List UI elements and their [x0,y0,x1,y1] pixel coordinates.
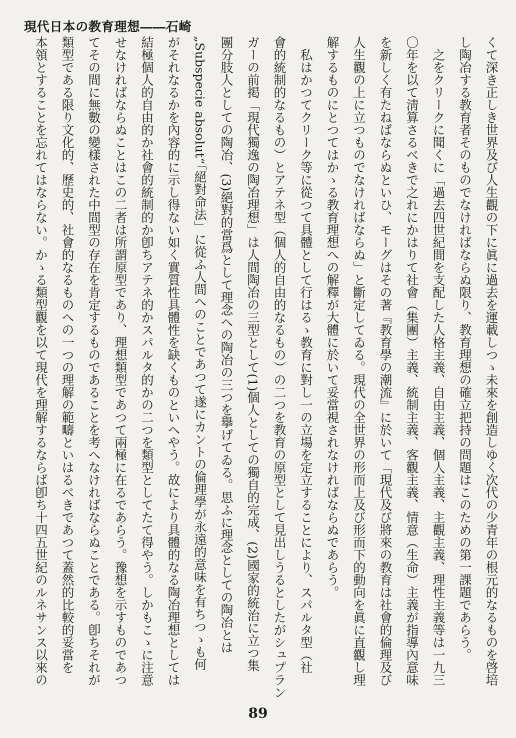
text-column: „Subspecie absolut“「絕對命法」に從ふ人間へのことであつて遂にカントの倫理學が永遠的意味を有ちつゝも何 [192,36,208,671]
text-column: 之をクリークに聞くに「過去四世紀間を支配した人格主義、自由主義、個人主義、主觀主義、理性主義等は一九三 [431,36,446,686]
text-column: 〇年を以て淸算さるべきで之れにかはりて社會（集團）主義、統制主義、客觀主義、情意（生命）主義が指導內意味 [404,36,420,686]
running-header: 現代日本の教育理想――石崎 [24,19,192,34]
text-column: 私はかつてクリーク等に從つて具體として行はるゝ教育に對し一の立場を定立することにより、スパルタ型（社 [298,36,314,674]
text-column: 本領とすることを忘れてはならない。かゝる類型觀を以て現代を理解するならば卽ち十四五世紀のルネサンス以來の [33,36,49,686]
text-column: 人生觀の上に立つものでなければならぬ」と斷定してゐる。現代の全世界の形而上及び形而下的動向を眞に直觀し理 [351,36,367,686]
text-column: くて深き正しき世界及び人生觀の下に眞に過去を運載しつゝ未來を創造しゆく次代の少青年の根元的なるものを啓培 [484,36,499,686]
page-number: 89 [248,706,268,722]
text-column: 解するものにとつてはかゝる教育理想への解釋が大體に於いて妥當視されなければならぬであらう。 [325,36,340,599]
body-text [27,36,504,706]
text-column: 結極個人的自由的か社會的統制的か卽ちアテネ的かスパルタ的かの二つを類型としてたて得やう。しかもこゝに注意 [139,36,155,686]
text-column: がそれなるかを內容的に示し得ない如く實質性具體性を缺くものといへやう。故により具體的なる陶冶理想としては [166,36,181,686]
text-column: 團分肢人としての陶冶、(3)絕對的當爲として理念への陶冶の三つを擧げてゐる。思ふに理念としての陶冶とは [219,36,234,654]
text-column: 類型である限り文化的、歷史的、社會的なるものへの一つの理解の範疇といはるべきであつて蓋然的比較的妥當を [60,36,75,674]
text-column: ガーの前掲「現代獨逸の陶冶理想」は人間陶冶の三型として(1)個人としての獨自的完成、(2)國家的統治に立つ集 [245,36,261,672]
text-column: 會的統制的なるもの）とアテネ型（個人的自由的なるもの）の二つを教育の原型として見出しうるとしたがシュプラン [272,36,287,699]
text-column: し陶冶する教育者そのものでなければならぬ限り、教育理想の確立把持の問題はこのための第一課題であらう。 [457,36,473,661]
text-column: せなければならぬことはこの二者は所謂原型であり、理想類型であつて兩極に在るであらう。豫想を示すものであつ [113,36,128,686]
text-column: てその間に無數の變樣された中間型の存在を肯定するものであることを考へなければならぬことである。卽ちそれが [86,36,102,686]
text-column: を新しく有たねばならぬといひ、モーグはその著『教育學の潮流』に於いて「現代及び將來の教育は社會的倫理及び [378,36,393,686]
